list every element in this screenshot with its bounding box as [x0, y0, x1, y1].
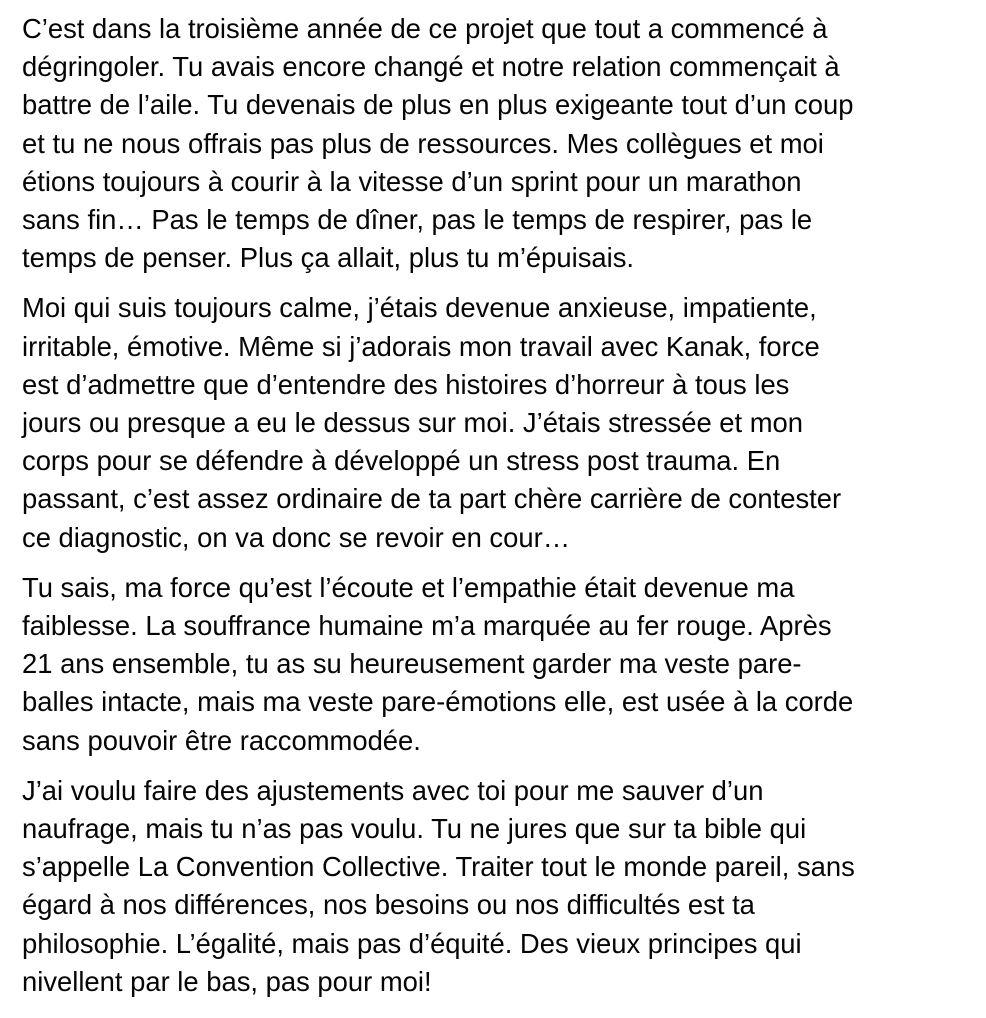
text-line: balles intacte, mais ma veste pare-émotions elle, est usée à la corde [22, 686, 854, 718]
text-line: nivellent par le bas, pas pour moi! [22, 965, 432, 997]
text-line: dégringoler. Tu avais encore changé et notre relation commençait à [22, 51, 840, 83]
text-line: s’appelle La Convention Collective. Traiter tout le monde pareil, sans [22, 851, 855, 883]
paragraph [22, 772, 972, 1001]
text-line: Tu sais, ma force qu’est l’écoute et l’empathie était devenue ma [22, 571, 795, 603]
text-line: sans pouvoir être raccommodée. [22, 724, 421, 756]
text-line: corps pour se défendre à développé un stress post trauma. En [22, 445, 781, 477]
text-line: passant, c’est assez ordinaire de ta part chère carrière de contester [22, 483, 842, 515]
text-line: temps de penser. Plus ça allait, plus tu m’épuisais. [22, 242, 635, 274]
text-line: est d’admettre que d’entendre des histoires d’horreur à tous les [22, 368, 790, 400]
text-line: J’ai voulu faire des ajustements avec toi pour me sauver d’un [22, 774, 764, 806]
text-line: Moi qui suis toujours calme, j’étais devenue anxieuse, impatiente, [22, 292, 817, 324]
paragraph [22, 569, 972, 760]
text-line: C’est dans la troisième année de ce projet que tout a commencé à [22, 13, 828, 44]
paragraph [22, 10, 972, 277]
post-body [22, 10, 972, 1001]
paragraph [22, 289, 972, 556]
text-line: battre de l’aile. Tu devenais de plus en plus exigeante tout d’un coup [22, 89, 854, 121]
text-line: ce diagnostic, on va donc se revoir en cour… [22, 521, 571, 553]
text-line: égard à nos différences, nos besoins ou nos difficultés est ta [22, 889, 755, 921]
text-line: naufrage, mais tu n’as pas voulu. Tu ne jures que sur ta bible qui [22, 813, 807, 845]
text-line: 21 ans ensemble, tu as su heureusement garder ma veste pare- [22, 648, 802, 680]
text-line: étions toujours à courir à la vitesse d’un sprint pour un marathon [22, 165, 802, 197]
text-line: faiblesse. La souffrance humaine m’a marquée au fer rouge. Après [22, 610, 832, 642]
text-line: philosophie. L’égalité, mais pas d’équité. Des vieux principes qui [22, 927, 802, 959]
text-line: et tu ne nous offrais pas plus de ressources. Mes collègues et moi [22, 127, 824, 159]
text-line: jours ou presque a eu le dessus sur moi. J’étais stressée et mon [22, 407, 804, 439]
text-line: sans fin… Pas le temps de dîner, pas le temps de respirer, pas le [22, 204, 813, 236]
text-line: irritable, émotive. Même si j’adorais mon travail avec Kanak, force [22, 330, 820, 362]
